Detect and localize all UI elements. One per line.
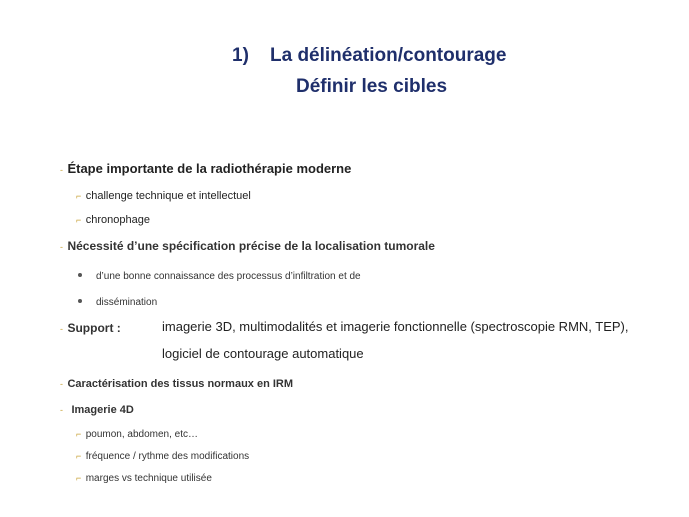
- section2-item2: dissémination: [96, 297, 158, 308]
- sub-bullet-icon: ⌐: [76, 191, 82, 201]
- title-number: 1): [232, 45, 249, 66]
- section3-text1: imagerie 3D, multimodalités et imagerie fonctionnelle (spectroscopie RMN, TEP),: [162, 319, 629, 334]
- sub-bullet-icon: ⌐: [76, 215, 82, 225]
- section3-heading: Support :: [67, 321, 121, 335]
- sub-bullet-icon: ⌐: [76, 429, 82, 439]
- dot-bullet-icon: [78, 273, 82, 277]
- section1-heading-line: [60, 160, 351, 178]
- section2-item2-line: [78, 292, 157, 310]
- bullet-icon: -: [60, 242, 63, 252]
- bullet-icon: -: [60, 165, 63, 175]
- section2-heading-line: [60, 237, 435, 255]
- section1-sub2: chronophage: [85, 214, 150, 226]
- section5-sub1: poumon, abdomen, etc…: [85, 429, 199, 440]
- sub-bullet-icon: ⌐: [76, 473, 82, 483]
- bullet-icon: -: [60, 324, 63, 334]
- section5-sub2: fréquence / rythme des modifications: [85, 451, 250, 462]
- section2-item1-line: [78, 266, 361, 284]
- section4-heading-line: [60, 374, 293, 392]
- section5-heading-line: [60, 400, 134, 418]
- section4-heading: Caractérisation des tissus normaux en IRM: [67, 378, 294, 390]
- section1-sub1: challenge technique et intellectuel: [85, 190, 251, 202]
- section2-heading: Nécessité d’une spécification précise de la localisation tumorale: [67, 239, 435, 253]
- slide-subtitle: Définir les cibles: [296, 76, 448, 97]
- section5-heading: Imagerie 4D: [71, 404, 134, 416]
- section2-item1: d’une bonne connaissance des processus d’infiltration et de: [96, 271, 361, 282]
- title-line1: La délinéation/contourage: [270, 45, 507, 66]
- dot-bullet-icon: [78, 299, 82, 303]
- section1-sub2-line: [76, 210, 150, 228]
- bullet-icon: -: [60, 379, 63, 389]
- section5-sub3-line: [76, 468, 212, 486]
- section3-heading-line: [60, 319, 121, 337]
- sub-bullet-icon: ⌐: [76, 451, 82, 461]
- section5-sub1-line: [76, 424, 198, 442]
- slide-title: [232, 45, 506, 67]
- section1-heading: Étape importante de la radiothérapie moderne: [67, 161, 352, 176]
- bullet-icon: -: [60, 405, 63, 415]
- section5-sub2-line: [76, 446, 249, 464]
- section1-sub1-line: [76, 186, 251, 204]
- section5-sub3: marges vs technique utilisée: [85, 473, 212, 484]
- section3-text2: logiciel de contourage automatique: [162, 346, 364, 361]
